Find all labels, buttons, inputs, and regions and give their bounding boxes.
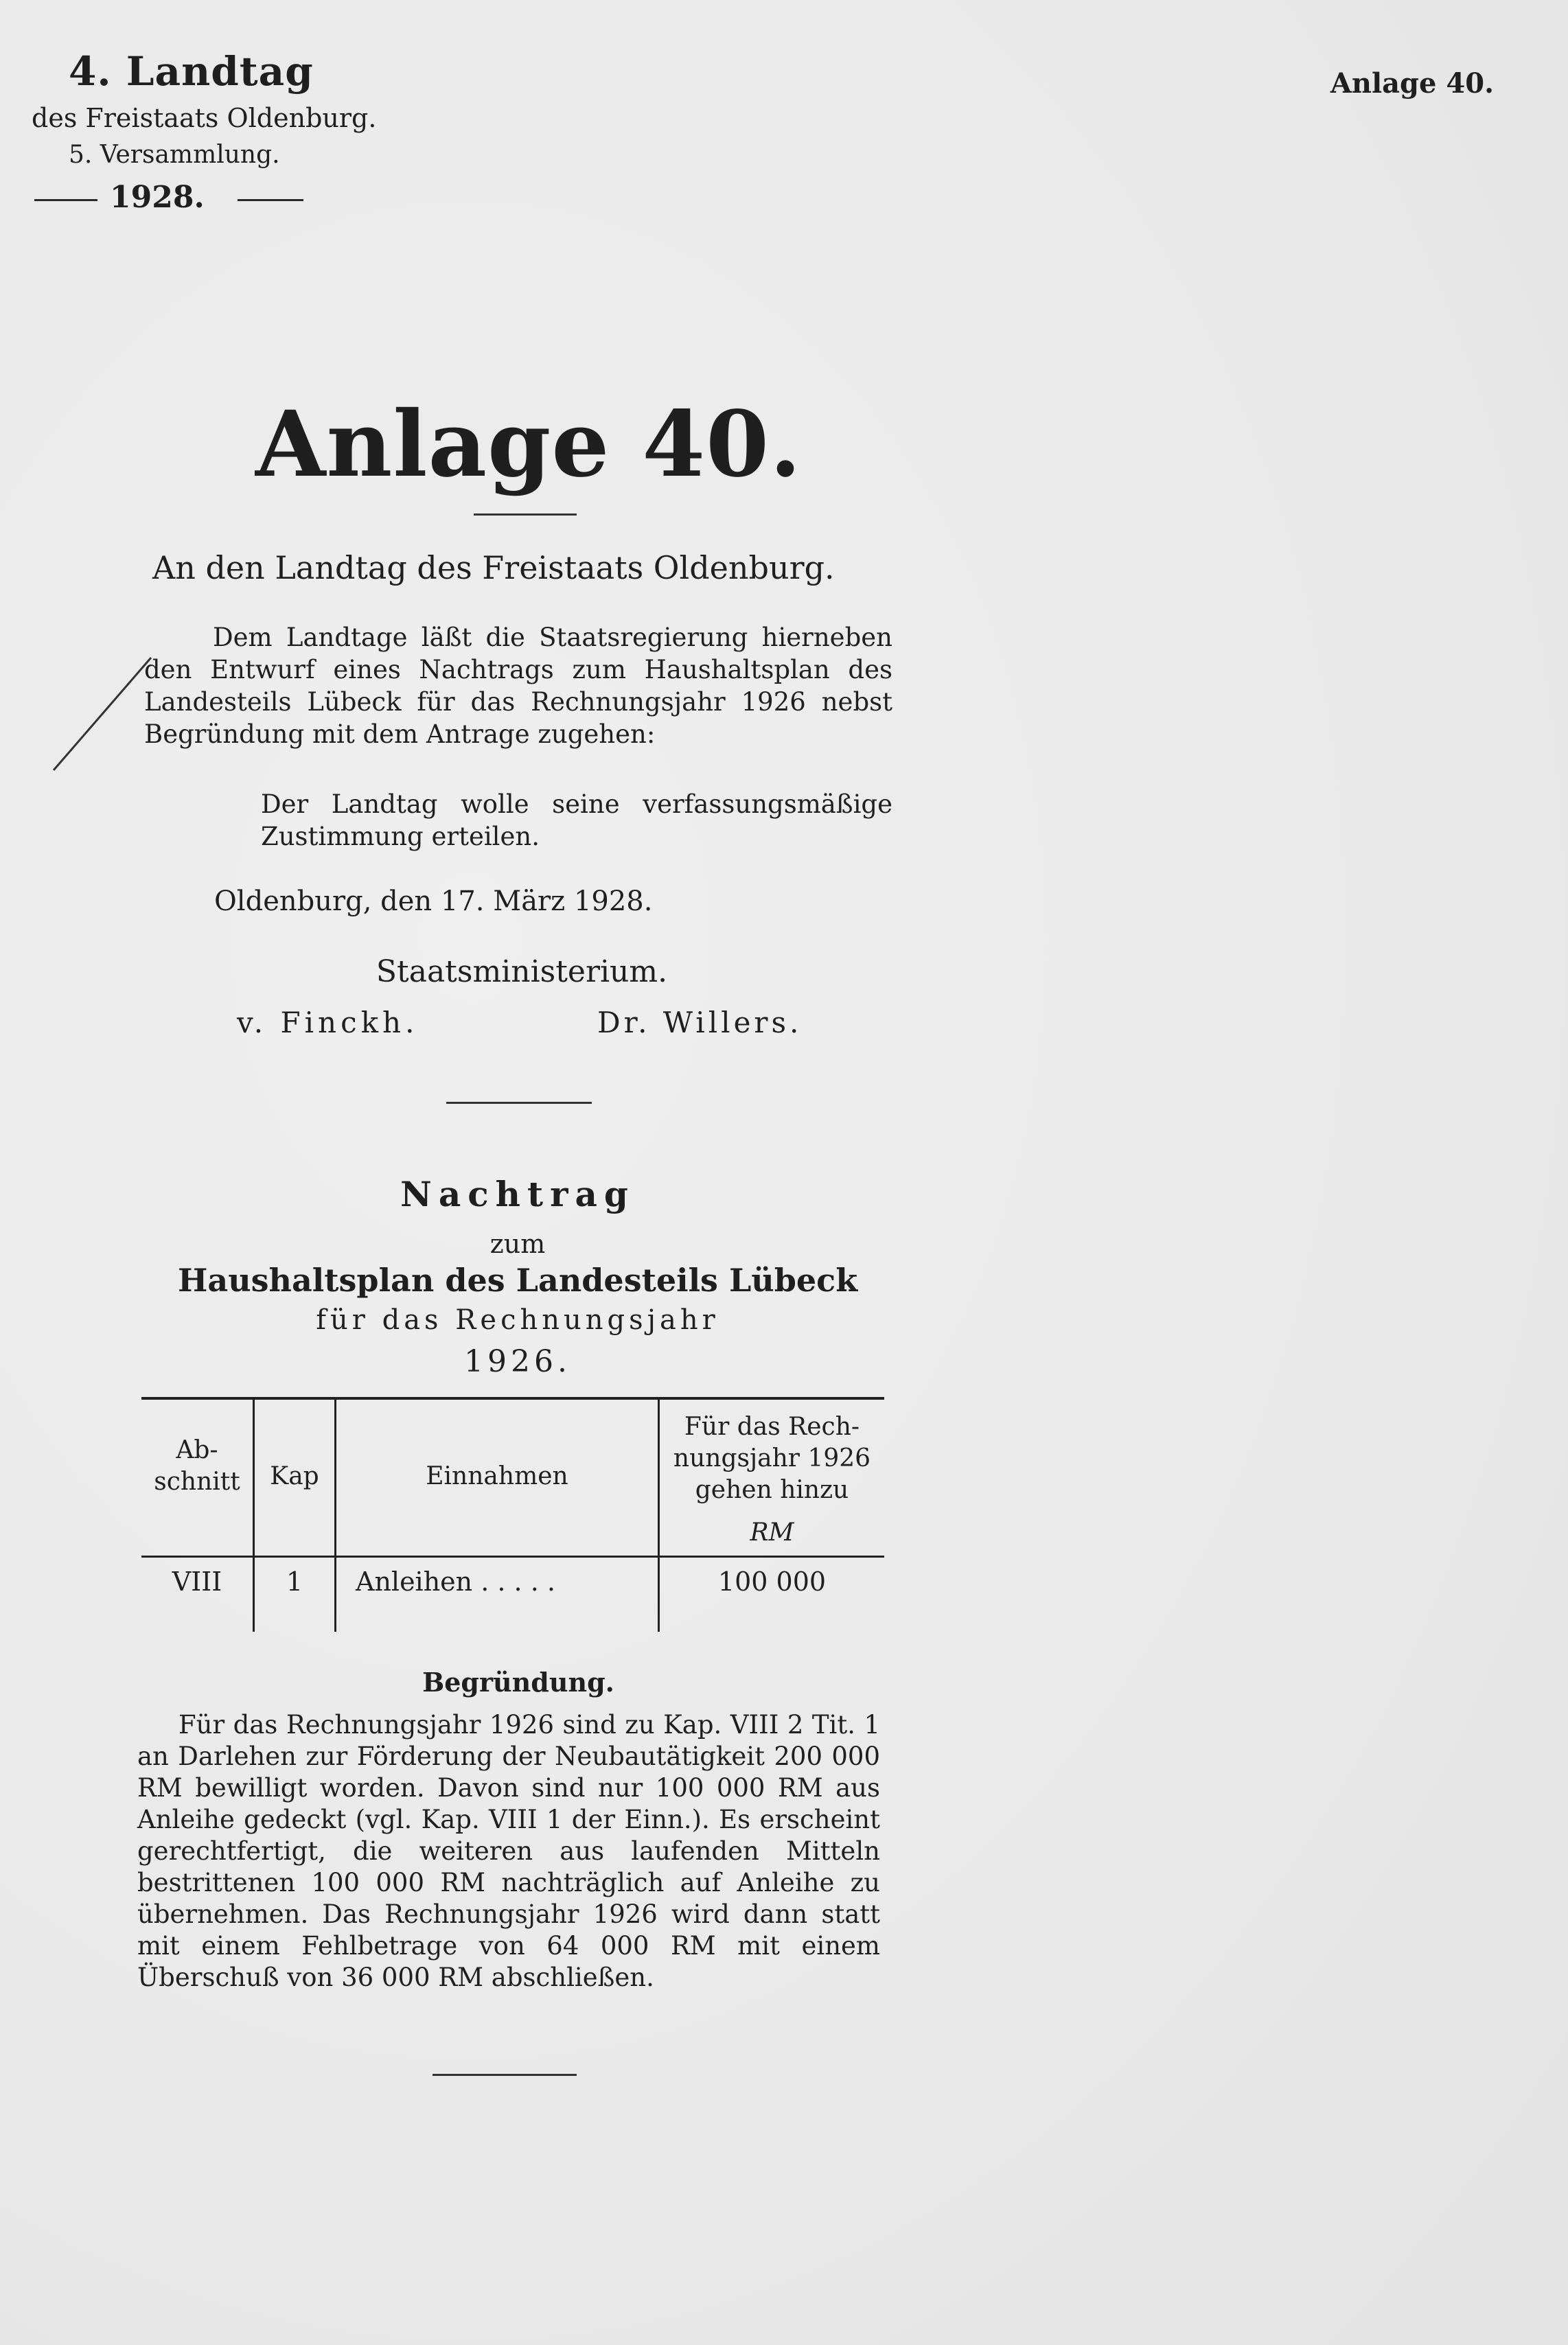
margin-pencil-mark bbox=[48, 652, 158, 776]
header-year: 1928. bbox=[110, 180, 205, 215]
address-line: An den Landtag des Freistaats Oldenburg. bbox=[152, 549, 835, 586]
table-header-kap: Kap bbox=[270, 1462, 319, 1490]
signature-right: Dr. Willers. bbox=[597, 1006, 803, 1039]
begruendung-title: Begründung. bbox=[422, 1667, 614, 1698]
header-versammlung: 5. Versammlung. bbox=[69, 141, 280, 169]
header-rule-right bbox=[238, 199, 303, 201]
table-header-abschnitt: Ab- schnitt bbox=[154, 1436, 240, 1496]
ministry-name: Staatsministerium. bbox=[376, 954, 668, 989]
table-cell-kap: 1 bbox=[286, 1567, 303, 1597]
motion-text: Der Landtag wolle seine verfassungsmäßige Zustimmung erteilen. bbox=[261, 789, 892, 851]
nachtrag-title: Nachtrag bbox=[400, 1174, 635, 1214]
header-freistaat: des Freistaats Oldenburg. bbox=[32, 103, 377, 133]
end-divider bbox=[433, 2074, 577, 2076]
table-cell-abschnitt: VIII bbox=[172, 1567, 222, 1597]
signature-left: v. Finckh. bbox=[237, 1006, 419, 1039]
cover-letter-paragraph: Dem Landtage läßt die Staatsregierung hierneben den Entwurf eines Nachtrags zum Haushaltsplan des Landesteils Lübeck für das Rechnungsjahr 1926 nebst Begründung mit dem Antrage zugehen: bbox=[144, 623, 892, 749]
table-header-betrag: Für das Rech- nungsjahr 1926 gehen hinzu bbox=[673, 1413, 871, 1504]
table-cell-betrag: 100 000 bbox=[717, 1567, 827, 1597]
title-divider bbox=[474, 513, 577, 516]
header-landtag: 4. Landtag bbox=[69, 48, 314, 95]
nachtrag-year: 1926. bbox=[464, 1344, 571, 1379]
section-divider bbox=[446, 1102, 592, 1104]
header-rule-left bbox=[34, 199, 97, 201]
table-header-unit: RM bbox=[750, 1518, 794, 1547]
table-column-divider bbox=[253, 1400, 255, 1632]
table-header-einnahmen: Einnahmen bbox=[426, 1462, 568, 1490]
nachtrag-haushaltsplan: Haushaltsplan des Landesteils Lübeck bbox=[177, 1262, 858, 1299]
date-line: Oldenburg, den 17. März 1928. bbox=[214, 886, 653, 917]
nachtrag-fuer: für das Rechnungsjahr bbox=[316, 1304, 719, 1336]
header-anlage-label: Anlage 40. bbox=[1330, 67, 1494, 100]
table-column-divider bbox=[334, 1400, 336, 1632]
page-title: Anlage 40. bbox=[255, 391, 802, 498]
nachtrag-zum: zum bbox=[489, 1229, 546, 1259]
begruendung-text: Für das Rechnungsjahr 1926 sind zu Kap. VIII 2 Tit. 1 an Darlehen zur Förderung der Neubautätigkeit 200 000 RM bewilligt worden. Davon sind nur 100 000 RM aus Anleihe gedeckt (vgl. Kap. VIII 1 der Einn.). Es erscheint gerechtfertigt, die weiteren aus laufenden Mitteln bestrittenen 100 000 RM nachträglich auf Anleihe zu übernehmen. Das Rechnungsjahr 1926 wird dann statt mit einem Fehlbetrage von 64 000 RM mit einem Überschuß von 36 000 RM abschließen. bbox=[137, 1710, 880, 1992]
table-cell-einnahmen: Anleihen . . . . . bbox=[356, 1567, 555, 1597]
